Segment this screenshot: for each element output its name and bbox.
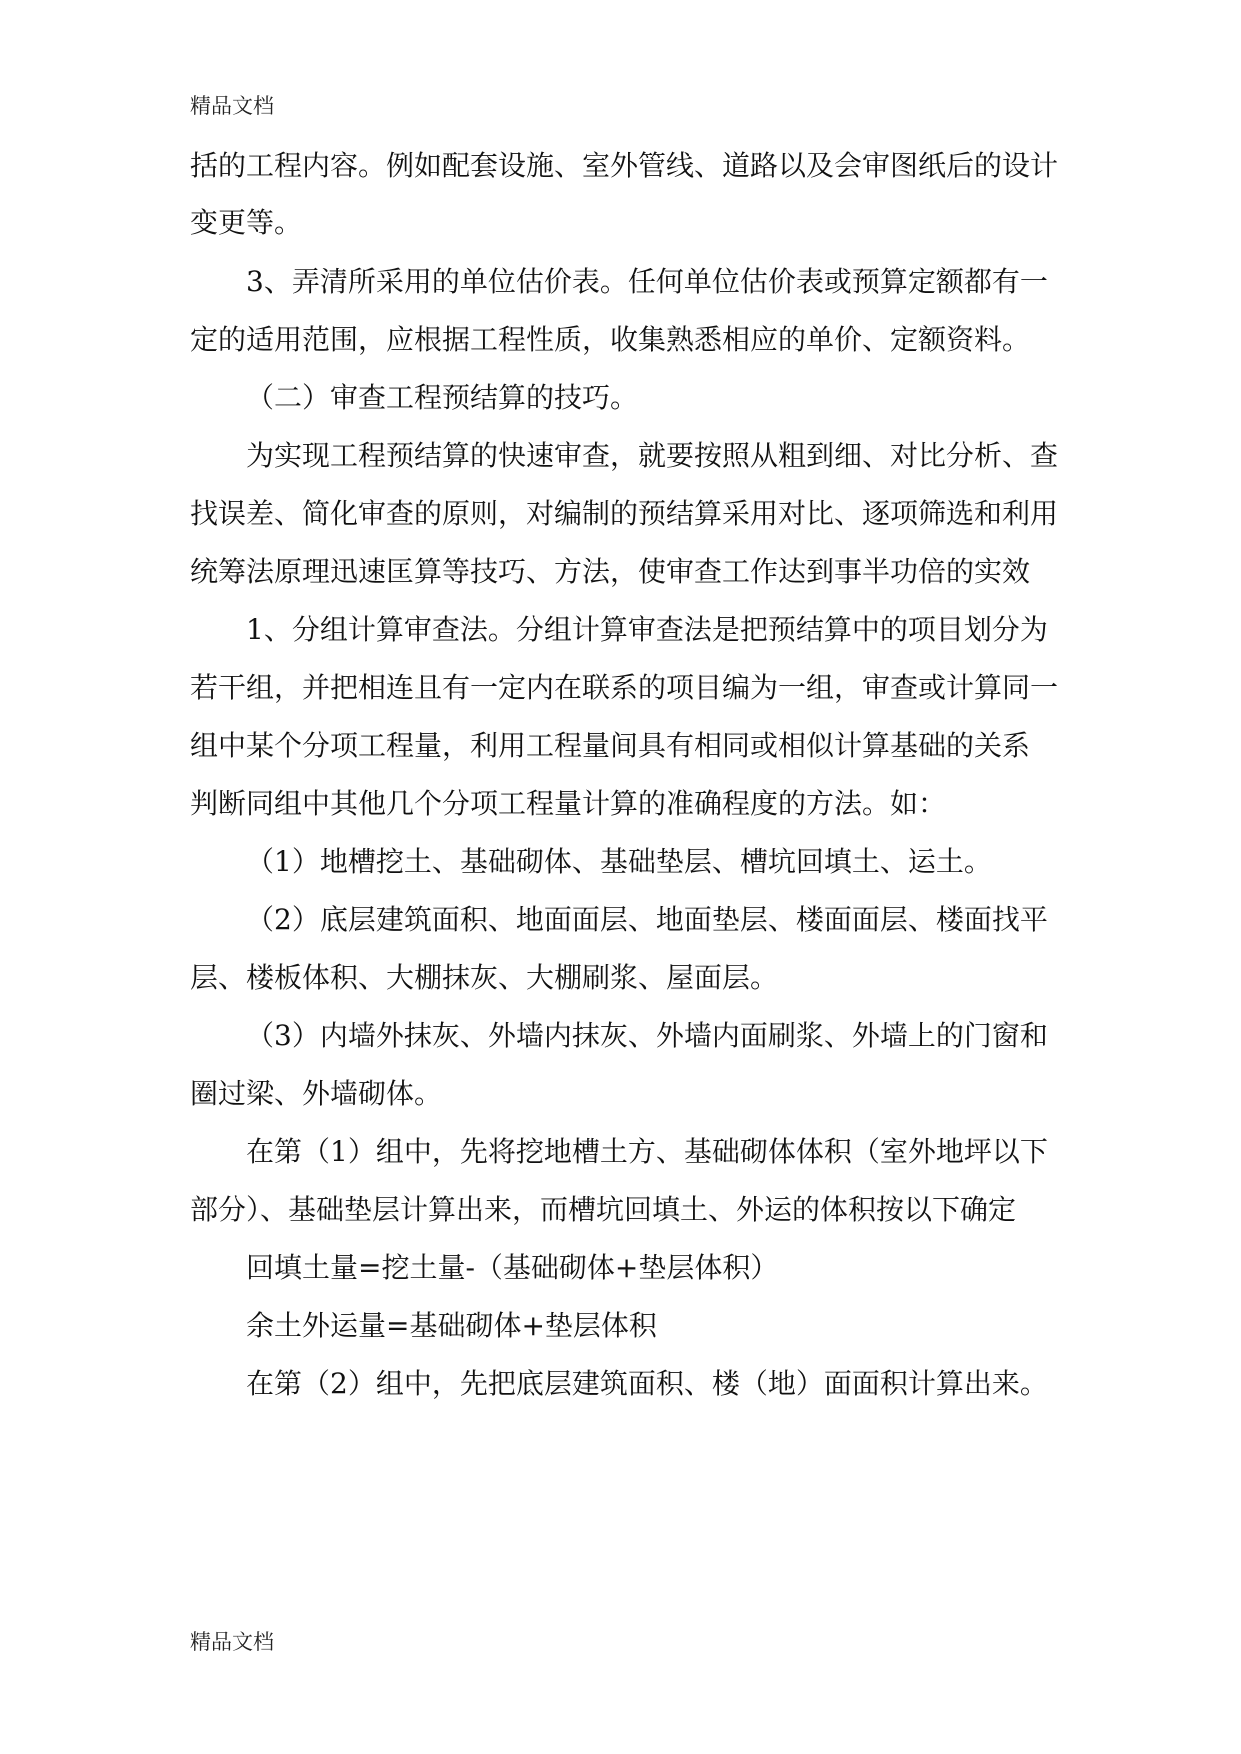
- text-line: 若干组，并把相连且有一定内在联系的项目编为一组，审查或计算同一: [190, 671, 1059, 704]
- text-line: （3）内墙外抹灰、外墙内抹灰、外墙内面刷浆、外墙上的门窗和: [246, 1019, 1048, 1052]
- section-heading: （二）审查工程预结算的技巧。: [246, 381, 639, 414]
- text-line: 1、分组计算审查法。分组计算审查法是把预结算中的项目划分为: [246, 613, 1048, 646]
- text-line: 括的工程内容。例如配套设施、室外管线、道路以及会审图纸后的设计: [190, 149, 1059, 182]
- text-line: 层、楼板体积、大棚抹灰、大棚刷浆、屋面层。: [190, 961, 779, 994]
- text-line: 3、弄清所采用的单位估价表。任何单位估价表或预算定额都有一: [246, 265, 1048, 298]
- page-footer: 精品文档: [190, 1630, 274, 1654]
- text-line: 判断同组中其他几个分项工程量计算的准确程度的方法。如：: [190, 787, 947, 820]
- text-line: 统筹法原理迅速匡算等技巧、方法，使审查工作达到事半功倍的实效: [190, 555, 1031, 588]
- text-line: （1）地槽挖土、基础砌体、基础垫层、槽坑回填土、运土。: [246, 845, 992, 878]
- text-line: 在第（2）组中，先把底层建筑面积、楼（地）面面积计算出来。: [246, 1367, 1048, 1400]
- page-header: 精品文档: [190, 94, 274, 118]
- text-line: （2）底层建筑面积、地面面层、地面垫层、楼面面层、楼面找平: [246, 903, 1048, 936]
- text-line: 变更等。: [190, 206, 303, 239]
- text-line: 组中某个分项工程量，利用工程量间具有相同或相似计算基础的关系: [190, 729, 1031, 762]
- text-line: 找误差、简化审查的原则，对编制的预结算采用对比、逐项筛选和利用: [190, 497, 1059, 530]
- text-line: 部分）、基础垫层计算出来，而槽坑回填土、外运的体积按以下确定: [190, 1193, 1017, 1226]
- text-line: 为实现工程预结算的快速审查，就要按照从粗到细、对比分析、查: [246, 439, 1059, 472]
- formula-line: 余土外运量=基础砌体+垫层体积: [246, 1309, 657, 1342]
- text-line: 定的适用范围，应根据工程性质，收集熟悉相应的单价、定额资料。: [190, 323, 1031, 356]
- text-line: 在第（1）组中，先将挖地槽土方、基础砌体体积（室外地坪以下: [246, 1135, 1048, 1168]
- formula-line: 回填土量=挖土量-（基础砌体+垫层体积）: [246, 1251, 779, 1284]
- text-line: 圈过梁、外墙砌体。: [190, 1077, 443, 1110]
